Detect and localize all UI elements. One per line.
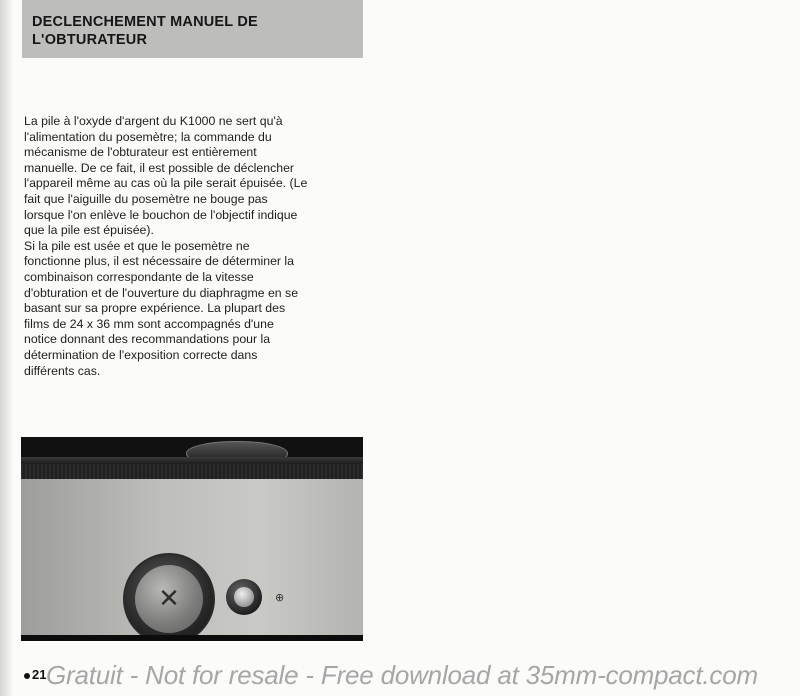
body-line: lorsque l'on enlève le bouchon de l'objectif indique (24, 207, 298, 222)
body-line: fait que l'aiguille du posemètre ne bouge pas (24, 191, 268, 206)
body-line: détermination de l'exposition correcte dans (24, 347, 258, 362)
rewind-release-button-cap (234, 587, 254, 607)
leatherette-band (21, 464, 363, 479)
body-paragraph (24, 114, 374, 379)
camera-base-plate (21, 479, 363, 635)
body-line: notice donnant des recommandations pour la (24, 332, 271, 347)
section-heading-box (22, 0, 363, 58)
section-heading-line-2: L'OBTURATEUR (32, 32, 148, 48)
body-line: fonctionne plus, il est nécessaire de déterminer la (24, 254, 294, 269)
battery-cover (135, 565, 203, 633)
battery-compartment (123, 553, 215, 641)
camera-top-strip (21, 457, 363, 464)
body-line: La pile à l'oxyde d'argent du K1000 ne sert qu'à (24, 114, 283, 128)
camera-bottom-edge (21, 635, 363, 641)
section-heading-line-1: DECLENCHEMENT MANUEL DE (32, 14, 258, 30)
bullet-icon (24, 673, 30, 679)
page-binding-edge (0, 0, 14, 696)
page-number-text: 21 (32, 667, 47, 682)
screw-icon: ⊕ (275, 591, 285, 604)
rewind-release-button (226, 579, 262, 615)
body-line: Si la pile est usée et que le posemètre ne (24, 238, 250, 253)
coin-slot-icon: ✕ (158, 584, 180, 614)
watermark-text: Gratuit - Not for resale - Free download at 35mm-compact.com (46, 660, 758, 690)
body-line: l'alimentation du posemètre; la commande du (24, 129, 272, 144)
page-number (24, 667, 46, 682)
body-line: films de 24 x 36 mm sont accompagnés d'une (24, 316, 274, 331)
body-line: d'obturation et de l'ouverture du diaphragme en se (24, 285, 299, 300)
body-line: que la pile est épuisée). (24, 223, 154, 238)
body-line: basant sur sa propre expérience. La plupart des (24, 301, 286, 316)
body-line: l'appareil même au cas où la pile serait épuisée. (Le (24, 176, 308, 191)
body-line: combinaison correspondante de la vitesse (24, 269, 254, 284)
body-line: mécanisme de l'obturateur est entièrement (24, 145, 257, 160)
camera-bottom-photo (21, 437, 363, 641)
body-line: différents cas. (24, 363, 101, 378)
body-line: manuelle. De ce fait, il est possible de déclencher (24, 160, 294, 175)
